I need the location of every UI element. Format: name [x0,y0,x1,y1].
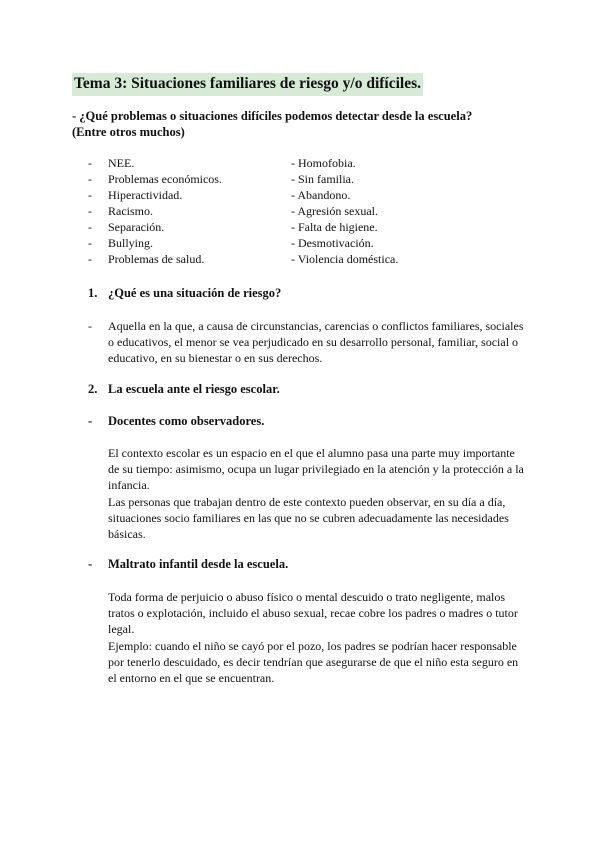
subsection-observers-title: Docentes como observadores. [108,414,265,428]
list-item-left: Separación. [108,220,165,234]
bullet-dash: - [88,188,92,202]
bullet-dash: - [88,252,92,266]
bullet-dash: - [88,236,92,250]
bullet-dash: - [88,204,92,218]
bullet-dash: - [88,220,92,234]
list-item-right: - Falta de higiene. [291,220,378,234]
section-1-paragraph [88,318,530,367]
list-item-left: Racismo. [108,204,153,218]
list-item-left: Hiperactividad. [108,188,183,202]
list-item-left: Problemas económicos. [108,172,222,186]
section-1-title: ¿Qué es una situación de riesgo? [108,286,282,300]
list-item-right: - Desmotivación. [291,236,374,250]
list-item-left: Bullying. [108,236,154,250]
subsection-maltreatment-body [108,589,528,686]
list-item-right: - Homofobia. [291,156,356,170]
subsection-maltreatment-title: Maltrato infantil desde la escuela. [108,557,289,571]
section-1-number: 1. [88,286,98,300]
intro-question [72,108,472,140]
bullet-dash: - [88,557,93,571]
intro-question-line-2: (Entre otros muchos) [72,125,185,139]
maltreatment-paragraph-1: Toda forma de perjuicio o abuso físico o mental descuido o trato negligente, malos tratos o explotación, incluido el abuso sexual, recae cobre los padres o madres o tutor legal. [108,590,518,637]
maltreatment-paragraph-2: Ejemplo: cuando el niño se cayó por el pozo, los padres se podrían hacer responsable por tenerlo descuidado, es decir tendrían que asegurarse de que el niño esta seguro en el entorno en el que se encuentran. [108,638,519,686]
bullet-dash: - [88,172,92,186]
intro-question-line-1: - ¿Qué problemas o situaciones difíciles podemos detectar desde la escuela? [72,109,473,123]
list-item-left: Problemas de salud. [108,252,205,266]
observers-paragraph-2: Las personas que trabajan dentro de este contexto pueden observar, en su día a día, situaciones socio familiares en las que no se cubren adecuadamente las necesidades básicas. [108,494,509,542]
list-item-right: - Sin familia. [291,172,354,186]
section-2-title: La escuela ante el riesgo escolar. [108,382,280,396]
section-2-number: 2. [88,382,98,396]
observers-paragraph-1: El contexto escolar es un espacio en el que el alumno pasa una parte muy importante de su tiempo: asimismo, ocupa un lugar privilegiado en la atención y la protección a la infancia. [108,446,524,493]
page-title: Tema 3: Situaciones familiares de riesgo y/o difíciles. [72,73,423,96]
list-item-right: - Agresión sexual. [291,204,378,218]
list-item-right: - Violencia doméstica. [291,252,399,266]
section-1-text: Aquella en la que, a causa de circunstancias, carencias o conflictos familiares, sociales o educativos, el menor se vea perjudicado en su desarrollo personal, familiar, social o educativo, en su bienestar o en sus derechos. [108,319,524,366]
list-item-right: - Abandono. [291,188,351,202]
list-item-left: NEE. [108,156,135,170]
bullet-dash: - [88,319,92,333]
bullet-dash: - [88,156,92,170]
subsection-observers-body [108,445,528,542]
bullet-dash: - [88,414,93,428]
